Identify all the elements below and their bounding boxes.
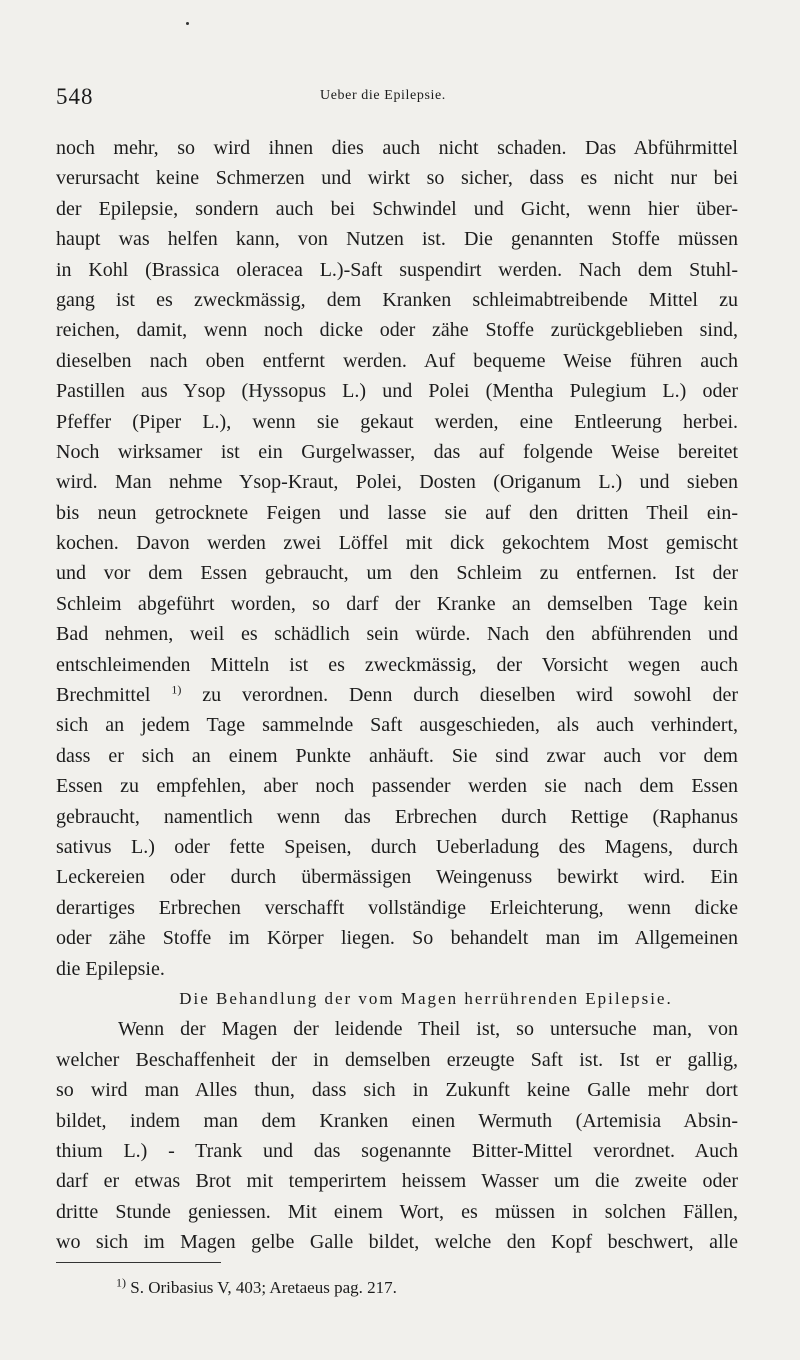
text-line: Bad nehmen, weil es schädlich sein würde. Nach den abführenden und <box>56 623 738 646</box>
text-line: kochen. Davon werden zwei Löffel mit dick gekochtem Most gemischt <box>56 532 738 555</box>
text-line: Wenn der Magen der leidende Theil ist, so untersuche man, von <box>118 1018 738 1041</box>
footnote-divider <box>56 1262 221 1263</box>
text-line: gang ist es zweckmässig, dem Kranken schleimabtreibende Mittel zu <box>56 288 738 311</box>
text-line: Essen zu empfehlen, aber noch passender werden sie nach dem Essen <box>56 775 738 798</box>
text-line: thium L.) - Trank und das sogenannte Bitter-Mittel verordnet. Auch <box>56 1139 738 1162</box>
text-line-rest: zu verordnen. Denn durch dieselben wird sowohl der <box>202 684 738 707</box>
text-line: so wird man Alles thun, dass sich in Zukunft keine Galle mehr dort <box>56 1079 738 1102</box>
text-line: Noch wirksamer ist ein Gurgelwasser, das auf folgende Weise bereitet <box>56 440 738 463</box>
text-line: sativus L.) oder fette Speisen, durch Ueberladung des Magens, durch <box>56 835 738 858</box>
footnote-marker: 1) <box>116 1275 126 1290</box>
text-line: oder zähe Stoffe im Körper liegen. So behandelt man im Allgemeinen <box>56 927 738 950</box>
text-line: derartiges Erbrechen verschafft vollständige Erleichterung, wenn dicke <box>56 896 738 919</box>
footnote-text: S. Oribasius V, 403; Aretaeus pag. 217. <box>130 1278 397 1297</box>
brechmittel-word: Brechmittel <box>56 684 151 707</box>
text-line: reichen, damit, wenn noch dicke oder zähe Stoffe zurückgeblieben sind, <box>56 319 738 342</box>
text-line: wird. Man nehme Ysop-Kraut, Polei, Dosten (Origanum L.) und sieben <box>56 471 738 494</box>
text-line: wo sich im Magen gelbe Galle bildet, welche den Kopf beschwert, alle <box>56 1231 738 1254</box>
text-line: Leckereien oder durch übermässigen Weingenuss bewirkt wird. Ein <box>56 866 738 889</box>
text-line: darf er etwas Brot mit temperirtem heissem Wasser um die zweite oder <box>56 1170 738 1193</box>
text-line: haupt was helfen kann, von Nutzen ist. Die genannten Stoffe müssen <box>56 228 738 251</box>
text-line: und vor dem Essen gebraucht, um den Schleim zu entfernen. Ist der <box>56 562 738 585</box>
page-number: 548 <box>56 84 94 109</box>
text-line: Pastillen aus Ysop (Hyssopus L.) und Polei (Mentha Pulegium L.) oder <box>56 380 738 403</box>
text-line: welcher Beschaffenheit der in demselben erzeugte Saft ist. Ist er gallig, <box>56 1048 738 1071</box>
text-line: bis neun getrocknete Feigen und lasse sie auf den dritten Theil ein- <box>56 501 738 524</box>
text-line: Pfeffer (Piper L.), wenn sie gekaut werden, eine Entleerung herbei. <box>56 410 738 433</box>
text-line: der Epilepsie, sondern auch bei Schwindel und Gicht, wenn hier über- <box>56 197 738 220</box>
text-line: verursacht keine Schmerzen und wirkt so sicher, dass es nicht nur bei <box>56 167 738 190</box>
footnote <box>116 1275 397 1298</box>
text-line: dieselben nach oben entfernt werden. Auf bequeme Weise führen auch <box>56 349 738 372</box>
section-heading: Die Behandlung der vom Magen herrührenden Epilepsie. <box>179 988 673 1008</box>
text-line: in Kohl (Brassica oleracea L.)-Saft suspendirt werden. Nach dem Stuhl- <box>56 258 738 281</box>
ink-speck <box>186 22 189 25</box>
text-line: noch mehr, so wird ihnen dies auch nicht schaden. Das Abführmittel <box>56 137 738 159</box>
footnote-reference[interactable]: 1) <box>171 682 182 697</box>
body-text <box>56 133 738 1257</box>
text-line: dass er sich an einem Punkte anhäuft. Sie sind zwar auch vor dem <box>56 744 738 767</box>
text-line: entschleimenden Mitteln ist es zweckmässig, der Vorsicht wegen auch <box>56 653 738 676</box>
text-line: bildet, indem man dem Kranken einen Wermuth (Artemisia Absin- <box>56 1109 738 1132</box>
text-line: dritte Stunde geniessen. Mit einem Wort, es müssen in solchen Fällen, <box>56 1200 738 1223</box>
text-line-with-footnote <box>56 680 738 710</box>
text-line: die Epilepsie. <box>56 957 165 980</box>
running-title: Ueber die Epilepsie. <box>320 88 446 103</box>
text-line: sich an jedem Tage sammelnde Saft ausgeschieden, als auch verhindert, <box>56 714 738 737</box>
text-line: Schleim abgeführt worden, so darf der Kranke an demselben Tage kein <box>56 592 738 615</box>
text-line: gebraucht, namentlich wenn das Erbrechen durch Rettige (Raphanus <box>56 805 738 828</box>
